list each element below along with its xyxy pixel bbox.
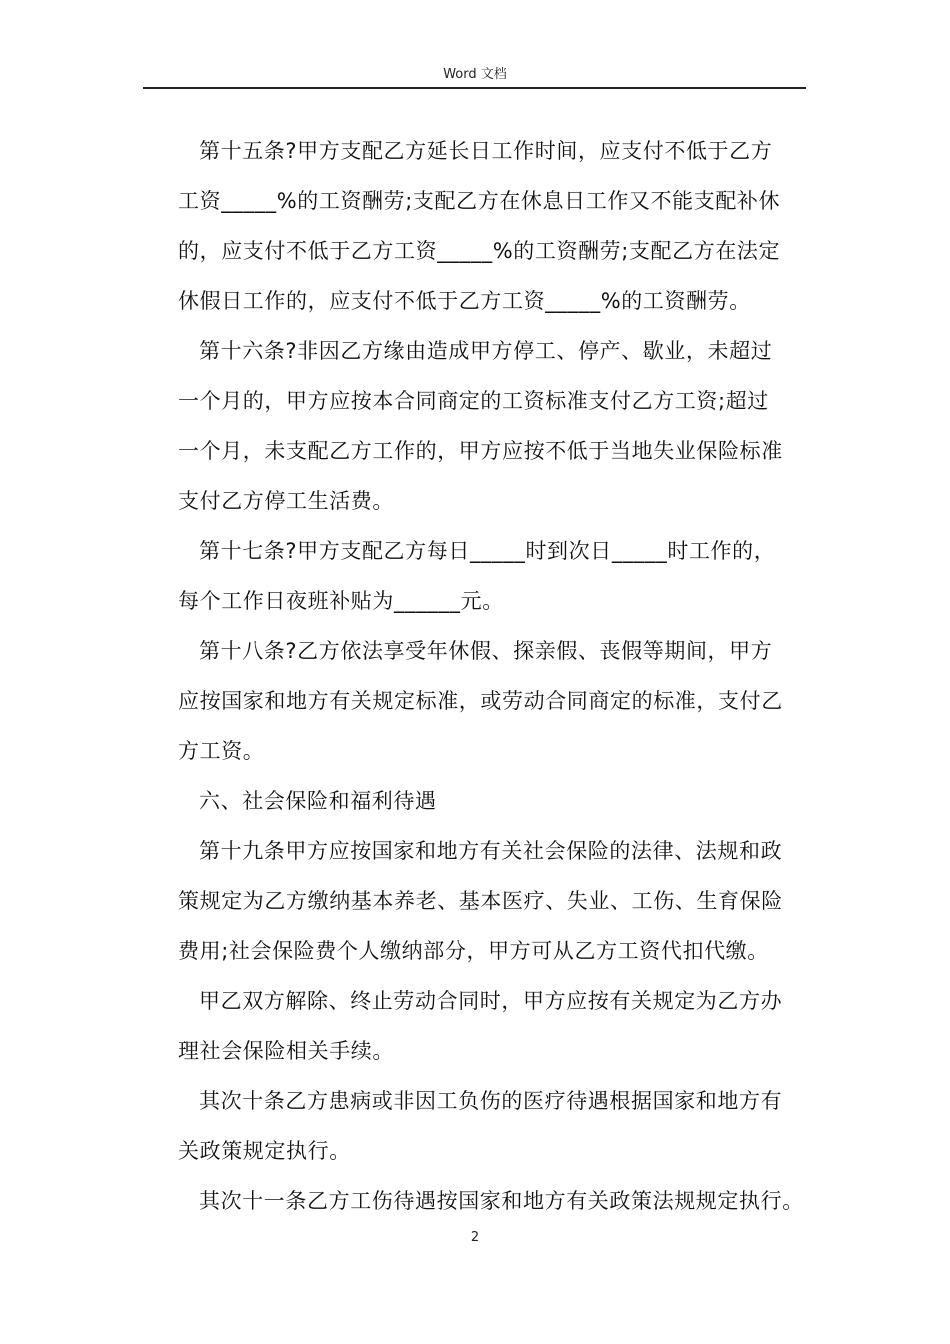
text-line: 理社会保险相关手续。 [178, 1039, 394, 1063]
header-divider [143, 87, 806, 89]
text-line: 其次十一条乙方工伤待遇按国家和地方有关政策法规规定执行。 [199, 1189, 804, 1213]
text-line: 一个月的，甲方应按本合同商定的工资标准支付乙方工资;超过 [178, 389, 769, 413]
text-line: 六、社会保险和福利待遇 [199, 789, 437, 813]
text-line: 支付乙方停工生活费。 [178, 489, 394, 513]
text-line: 第十九条甲方应按国家和地方有关社会保险的法律、法规和政 [199, 839, 783, 863]
text-line: 第十八条?乙方依法享受年休假、探亲假、丧假等期间，甲方 [199, 639, 773, 663]
document-body [178, 126, 818, 1226]
text-line: 的，应支付不低于乙方工资_____%的工资酬劳;支配乙方在法定 [178, 239, 781, 263]
text-line: 方工资。 [178, 739, 265, 763]
page-header-title: Word 文档 [443, 67, 507, 82]
text-line: 甲乙双方解除、终止劳动合同时，甲方应按有关规定为乙方办 [199, 989, 783, 1013]
text-line: 第十六条?非因乙方缘由造成甲方停工、停产、歇业，未超过 [199, 339, 773, 363]
text-line: 每个工作日夜班补贴为______元。 [178, 589, 504, 613]
text-line: 关政策规定执行。 [178, 1139, 351, 1163]
text-line: 策规定为乙方缴纳基本养老、基本医疗、失业、工伤、生育保险 [178, 889, 783, 913]
text-line: 第十七条?甲方支配乙方每日_____时到次日_____时工作的， [199, 539, 776, 563]
text-line: 休假日工作的，应支付不低于乙方工资_____%的工资酬劳。 [178, 289, 751, 313]
text-line: 应按国家和地方有关规定标准，或劳动合同商定的标准，支付乙 [178, 689, 783, 713]
text-line: 费用;社会保险费个人缴纳部分，甲方可从乙方工资代扣代缴。 [178, 939, 769, 963]
page-number: 2 [470, 1230, 480, 1245]
text-line: 一个月，未支配乙方工作的，甲方应按不低于当地失业保险标准 [178, 439, 783, 463]
text-line: 工资_____%的工资酬劳;支配乙方在休息日工作又不能支配补休 [178, 189, 781, 213]
text-line: 其次十条乙方患病或非因工负伤的医疗待遇根据国家和地方有 [199, 1089, 783, 1113]
text-line: 第十五条?甲方支配乙方延长日工作时间，应支付不低于乙方 [199, 139, 773, 163]
